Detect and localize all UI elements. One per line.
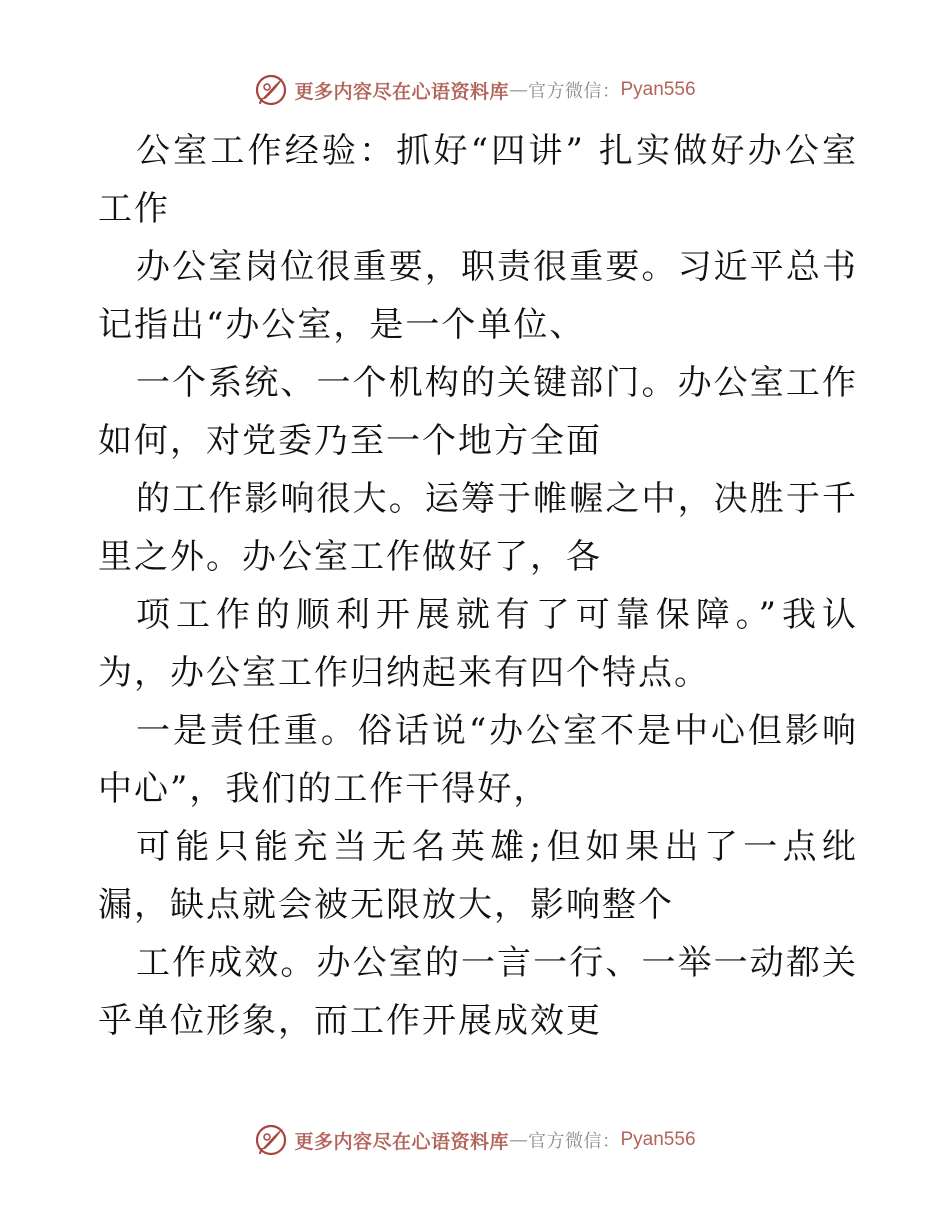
- paragraph: 项工作的顺利开展就有了可靠保障。”我认为，办公室工作归纳起来有四个特点。: [98, 595, 858, 693]
- header-wechat-handle: Pyan556: [620, 79, 696, 100]
- footer-banner: [0, 1120, 950, 1160]
- quill-pen-logo-icon: [254, 1123, 288, 1157]
- footer-brand-text: 更多内容尽在心语资料库: [294, 1130, 509, 1153]
- paragraph: 一是责任重。俗话说“办公室不是中心但影响中心”，我们的工作干得好，: [98, 711, 858, 809]
- paragraph: 的工作影响很大。运筹于帷幄之中，决胜于千里之外。办公室工作做好了，各: [98, 479, 858, 577]
- footer-separator: —: [509, 1129, 528, 1151]
- paragraph: 可能只能充当无名英雄;但如果出了一点纰漏，缺点就会被无限放大，影响整个: [98, 827, 858, 925]
- paragraph: 办公室岗位很重要，职责很重要。习近平总书记指出“办公室，是一个单位、: [98, 247, 858, 345]
- header-brand-text: 更多内容尽在心语资料库: [294, 80, 509, 103]
- header-banner: [0, 70, 950, 110]
- quill-pen-logo-icon: [254, 73, 288, 107]
- header-wechat-label: 官方微信：: [528, 81, 621, 102]
- footer-wechat-label: 官方微信：: [528, 1131, 621, 1152]
- document-title: 公室工作经验：抓好“四讲” 扎实做好办公室工作: [98, 131, 858, 229]
- paragraph: 一个系统、一个机构的关键部门。办公室工作如何，对党委乃至一个地方全面: [98, 363, 858, 461]
- document-body: [98, 122, 858, 1050]
- footer-wechat-handle: Pyan556: [620, 1129, 696, 1150]
- header-separator: —: [509, 79, 528, 101]
- paragraph: 工作成效。办公室的一言一行、一举一动都关乎单位形象，而工作开展成效更: [98, 943, 858, 1041]
